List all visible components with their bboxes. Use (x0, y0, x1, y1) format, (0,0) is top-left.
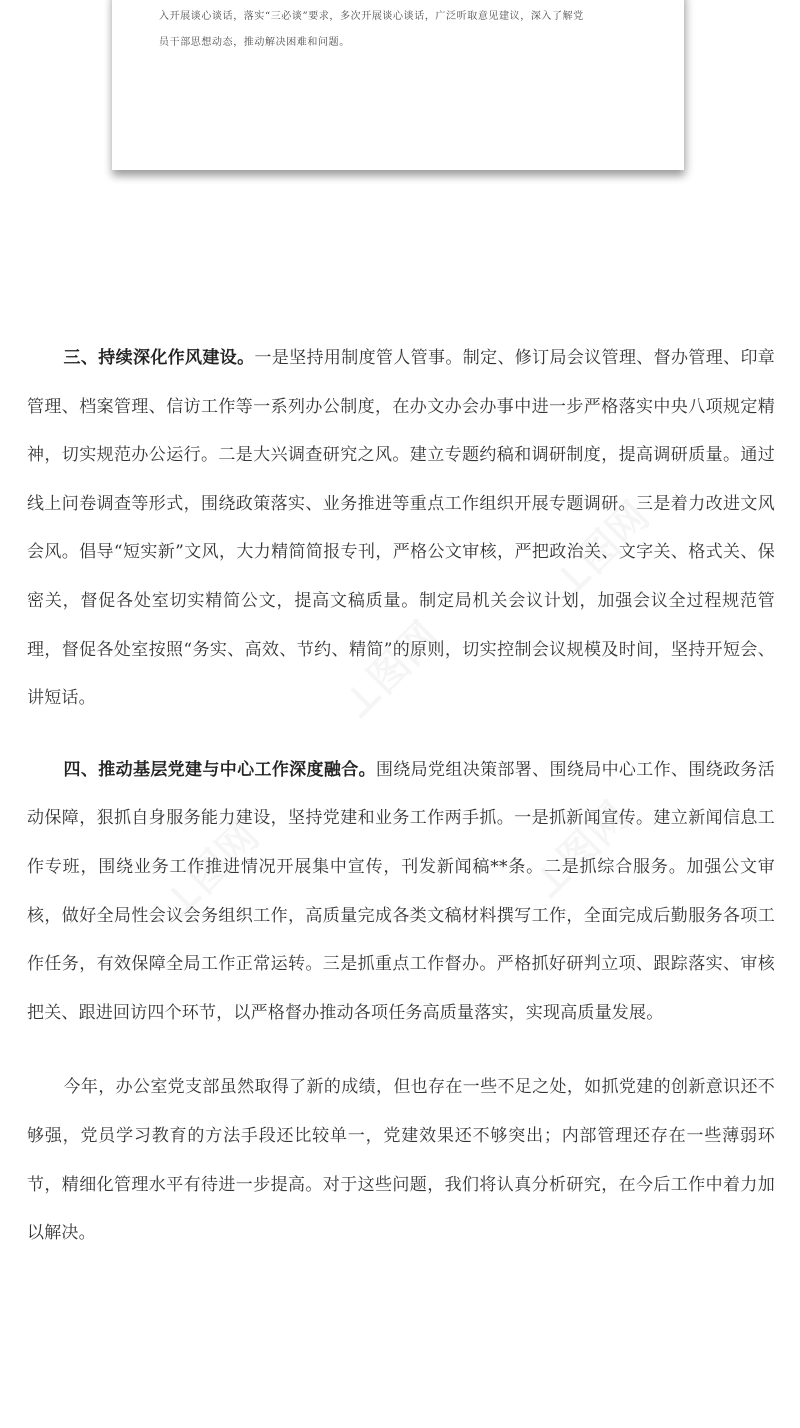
section-paragraph (27, 746, 775, 1038)
section-paragraph (27, 334, 775, 723)
document-body (27, 334, 775, 1258)
section-body: 围绕局党组决策部署、围绕局中心工作、围绕政务活动保障，狠抓自身服务能力建设，坚持党建和业务工作两手抓。一是抓新闻宣传。建立新闻信息工作专班，围绕业务工作推进情况开展集中宣传，刊发新闻稿**条。二是抓综合服务。加强公文审核，做好全局性会议会务组织工作，高质量完成各类文稿材料撰写工作，全面完成后勤服务各项工作任务，有效保障全局工作正常运转。三是抓重点工作督办。严格抓好研判立项、跟踪落实、审核把关、跟进回访四个环节，以严格督办推动各项任务高质量落实，实现高质量发展。 (27, 759, 775, 1023)
document-preview-card (112, 0, 684, 170)
section-body: 一是坚持用制度管人管事。制定、修订局会议管理、督办管理、印章管理、档案管理、信访工作等一系列办公制度，在办文办会办事中进一步严格落实中央八项规定精神，切实规范办公运行。二是大兴调查研究之风。建立专题约稿和调研制度，提高调研质量。通过线上问卷调查等形式，围绕政策落实、业务推进等重点工作组织开展专题调研。三是着力改进文风会风。倡导“短实新”文风，大力精简简报专刊，严格公文审核，严把政治关、文字关、格式关、保密关，督促各处室切实精简公文，提高文稿质量。制定局机关会议计划，加强会议全过程规范管理，督促各处室按照“务实、高效、节约、精简”的原则，切实控制会议规模及时间，坚持开短会、讲短话。 (27, 348, 775, 709)
section-heading: 四、推动基层党建与中心工作深度融合。 (63, 759, 376, 780)
preview-line-2: 员干部思想动态，推动解决困难和问题。 (159, 37, 350, 48)
preview-line-1: 入开展谈心谈话，落实“三必谈”要求，多次开展谈心谈话，广泛听取意见建议，深入了解党 (159, 11, 584, 22)
conclusion-paragraph: 今年，办公室党支部虽然取得了新的成绩，但也存在一些不足之处，如抓党建的创新意识还不够强，党员学习教育的方法手段还比较单一，党建效果还不够突出；内部管理还存在一些薄弱环节，精细化管理水平有待进一步提高。对于这些问题，我们将认真分析研究，在今后工作中着力加以解决。 (27, 1077, 775, 1244)
section-heading: 三、持续深化作风建设。 (63, 348, 255, 368)
